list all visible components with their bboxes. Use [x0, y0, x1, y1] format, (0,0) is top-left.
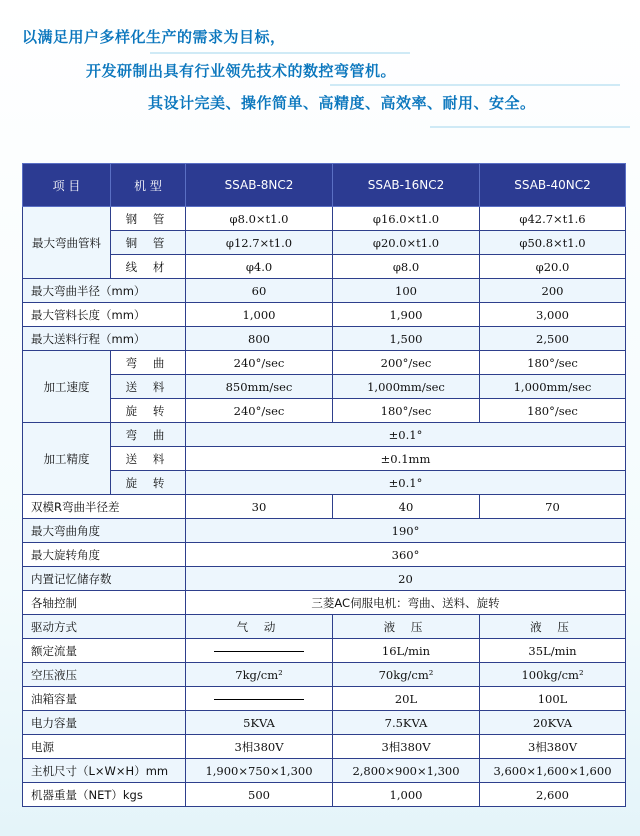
- table-row: [23, 567, 626, 591]
- table-row: [23, 591, 626, 615]
- cell-value: 60: [186, 279, 333, 303]
- sub-label: 旋 转: [111, 471, 186, 495]
- cell-value: 7kg/cm²: [186, 663, 333, 687]
- cell-value: 1,000: [333, 783, 480, 807]
- cell-value: 20L: [333, 687, 480, 711]
- table-row: [23, 639, 626, 663]
- row-label: 最大弯曲半径（mm）: [23, 279, 186, 303]
- cell-value: 7.5KVA: [333, 711, 480, 735]
- cell-value: φ16.0×t1.0: [333, 207, 480, 231]
- table-row: [23, 711, 626, 735]
- cell-value: 1,900: [333, 303, 480, 327]
- header-model-3: SSAB-40NC2: [480, 164, 626, 207]
- row-label: 空压液压: [23, 663, 186, 687]
- table-row: [23, 543, 626, 567]
- table-row: [23, 303, 626, 327]
- cell-value: φ50.8×t1.0: [480, 231, 626, 255]
- table-row: [23, 423, 626, 447]
- header-model-1: SSAB-8NC2: [186, 164, 333, 207]
- row-label: 机器重量（NET）kgs: [23, 783, 186, 807]
- row-label: 最大弯曲管料: [23, 207, 111, 279]
- header-model: 机 型: [111, 164, 186, 207]
- table-row: [23, 663, 626, 687]
- dash-line: [214, 699, 304, 700]
- table-row: [23, 279, 626, 303]
- cell-value: φ12.7×t1.0: [186, 231, 333, 255]
- slogan-line-2: 开发研制出具有行业领先技术的数控弯管机。: [86, 62, 397, 80]
- row-label: 内置记忆储存数: [23, 567, 186, 591]
- cell-value: 2,500: [480, 327, 626, 351]
- cell-empty: [186, 639, 333, 663]
- row-label: 电力容量: [23, 711, 186, 735]
- sub-label: 弯 曲: [111, 351, 186, 375]
- row-label: 电源: [23, 735, 186, 759]
- cell-value: 2,800×900×1,300: [333, 759, 480, 783]
- cell-value: 液 压: [333, 615, 480, 639]
- cell-value: 1,000mm/sec: [333, 375, 480, 399]
- cell-value: 240°/sec: [186, 351, 333, 375]
- row-label: 最大送料行程（mm）: [23, 327, 186, 351]
- row-label: 驱动方式: [23, 615, 186, 639]
- cell-value: 2,600: [480, 783, 626, 807]
- table-row: [23, 255, 626, 279]
- cell-value: 3相380V: [186, 735, 333, 759]
- cell-value: 16L/min: [333, 639, 480, 663]
- cell-value: 500: [186, 783, 333, 807]
- table-row: [23, 687, 626, 711]
- cell-value: 360°: [186, 543, 626, 567]
- row-label: 额定流量: [23, 639, 186, 663]
- cell-value: 800: [186, 327, 333, 351]
- cell-value: ±0.1°: [186, 423, 626, 447]
- cell-value: 200: [480, 279, 626, 303]
- cell-value: 3相380V: [480, 735, 626, 759]
- cell-empty: [186, 687, 333, 711]
- cell-value: 100kg/cm²: [480, 663, 626, 687]
- cell-value: φ8.0: [333, 255, 480, 279]
- table-header-row: [23, 164, 626, 207]
- cell-value: 190°: [186, 519, 626, 543]
- spec-table: [22, 163, 626, 807]
- cell-value: φ8.0×t1.0: [186, 207, 333, 231]
- table-row: [23, 351, 626, 375]
- slogan-line-3: 其设计完美、操作简单、高精度、高效率、耐用、安全。: [148, 94, 536, 112]
- row-label: 最大弯曲角度: [23, 519, 186, 543]
- sub-label: 弯 曲: [111, 423, 186, 447]
- header: [0, 0, 640, 160]
- sub-label: 送 料: [111, 375, 186, 399]
- slogan-line-1: 以满足用户多样化生产的需求为目标，: [22, 28, 286, 46]
- row-label: 主机尺寸（L×W×H）mm: [23, 759, 186, 783]
- cell-value: 35L/min: [480, 639, 626, 663]
- cell-value: ±0.1°: [186, 471, 626, 495]
- cell-value: 70kg/cm²: [333, 663, 480, 687]
- table-row: [23, 231, 626, 255]
- cell-value: 气 动: [186, 615, 333, 639]
- sub-label: 线 材: [111, 255, 186, 279]
- cell-value: 40: [333, 495, 480, 519]
- table-row: [23, 375, 626, 399]
- decorative-streak: [150, 52, 410, 54]
- table-row: [23, 759, 626, 783]
- table-row: [23, 471, 626, 495]
- table-row: [23, 615, 626, 639]
- cell-value: 20KVA: [480, 711, 626, 735]
- row-label: 双模R弯曲半径差: [23, 495, 186, 519]
- cell-value: 1,000: [186, 303, 333, 327]
- decorative-streak: [330, 84, 620, 86]
- table-row: [23, 327, 626, 351]
- cell-value: φ4.0: [186, 255, 333, 279]
- row-label: 加工速度: [23, 351, 111, 423]
- row-label: 加工精度: [23, 423, 111, 495]
- cell-value: φ20.0: [480, 255, 626, 279]
- table-row: [23, 735, 626, 759]
- row-label: 油箱容量: [23, 687, 186, 711]
- cell-value: 100L: [480, 687, 626, 711]
- cell-value: φ20.0×t1.0: [333, 231, 480, 255]
- cell-value: 70: [480, 495, 626, 519]
- table-row: [23, 207, 626, 231]
- decorative-streak: [430, 126, 630, 128]
- table-row: [23, 519, 626, 543]
- cell-value: 1,500: [333, 327, 480, 351]
- header-item: 项 目: [23, 164, 111, 207]
- cell-value: 3,600×1,600×1,600: [480, 759, 626, 783]
- sub-label: 旋 转: [111, 399, 186, 423]
- cell-value: ±0.1mm: [186, 447, 626, 471]
- sub-label: 钢 管: [111, 207, 186, 231]
- row-label: 最大旋转角度: [23, 543, 186, 567]
- cell-value: 1,000mm/sec: [480, 375, 626, 399]
- cell-value: 3,000: [480, 303, 626, 327]
- cell-value: 液 压: [480, 615, 626, 639]
- cell-value: 180°/sec: [480, 351, 626, 375]
- cell-value: 100: [333, 279, 480, 303]
- table-row: [23, 495, 626, 519]
- cell-value: 三菱AC伺服电机：弯曲、送料、旋转: [186, 591, 626, 615]
- table-row: [23, 399, 626, 423]
- cell-value: 200°/sec: [333, 351, 480, 375]
- sub-label: 送 料: [111, 447, 186, 471]
- dash-line: [214, 651, 304, 652]
- cell-value: 5KVA: [186, 711, 333, 735]
- cell-value: 20: [186, 567, 626, 591]
- row-label: 各轴控制: [23, 591, 186, 615]
- cell-value: φ42.7×t1.6: [480, 207, 626, 231]
- header-model-2: SSAB-16NC2: [333, 164, 480, 207]
- table-row: [23, 447, 626, 471]
- cell-value: 1,900×750×1,300: [186, 759, 333, 783]
- row-label: 最大管料长度（mm）: [23, 303, 186, 327]
- cell-value: 850mm/sec: [186, 375, 333, 399]
- cell-value: 180°/sec: [333, 399, 480, 423]
- cell-value: 3相380V: [333, 735, 480, 759]
- cell-value: 180°/sec: [480, 399, 626, 423]
- table-row: [23, 783, 626, 807]
- sub-label: 铜 管: [111, 231, 186, 255]
- cell-value: 240°/sec: [186, 399, 333, 423]
- cell-value: 30: [186, 495, 333, 519]
